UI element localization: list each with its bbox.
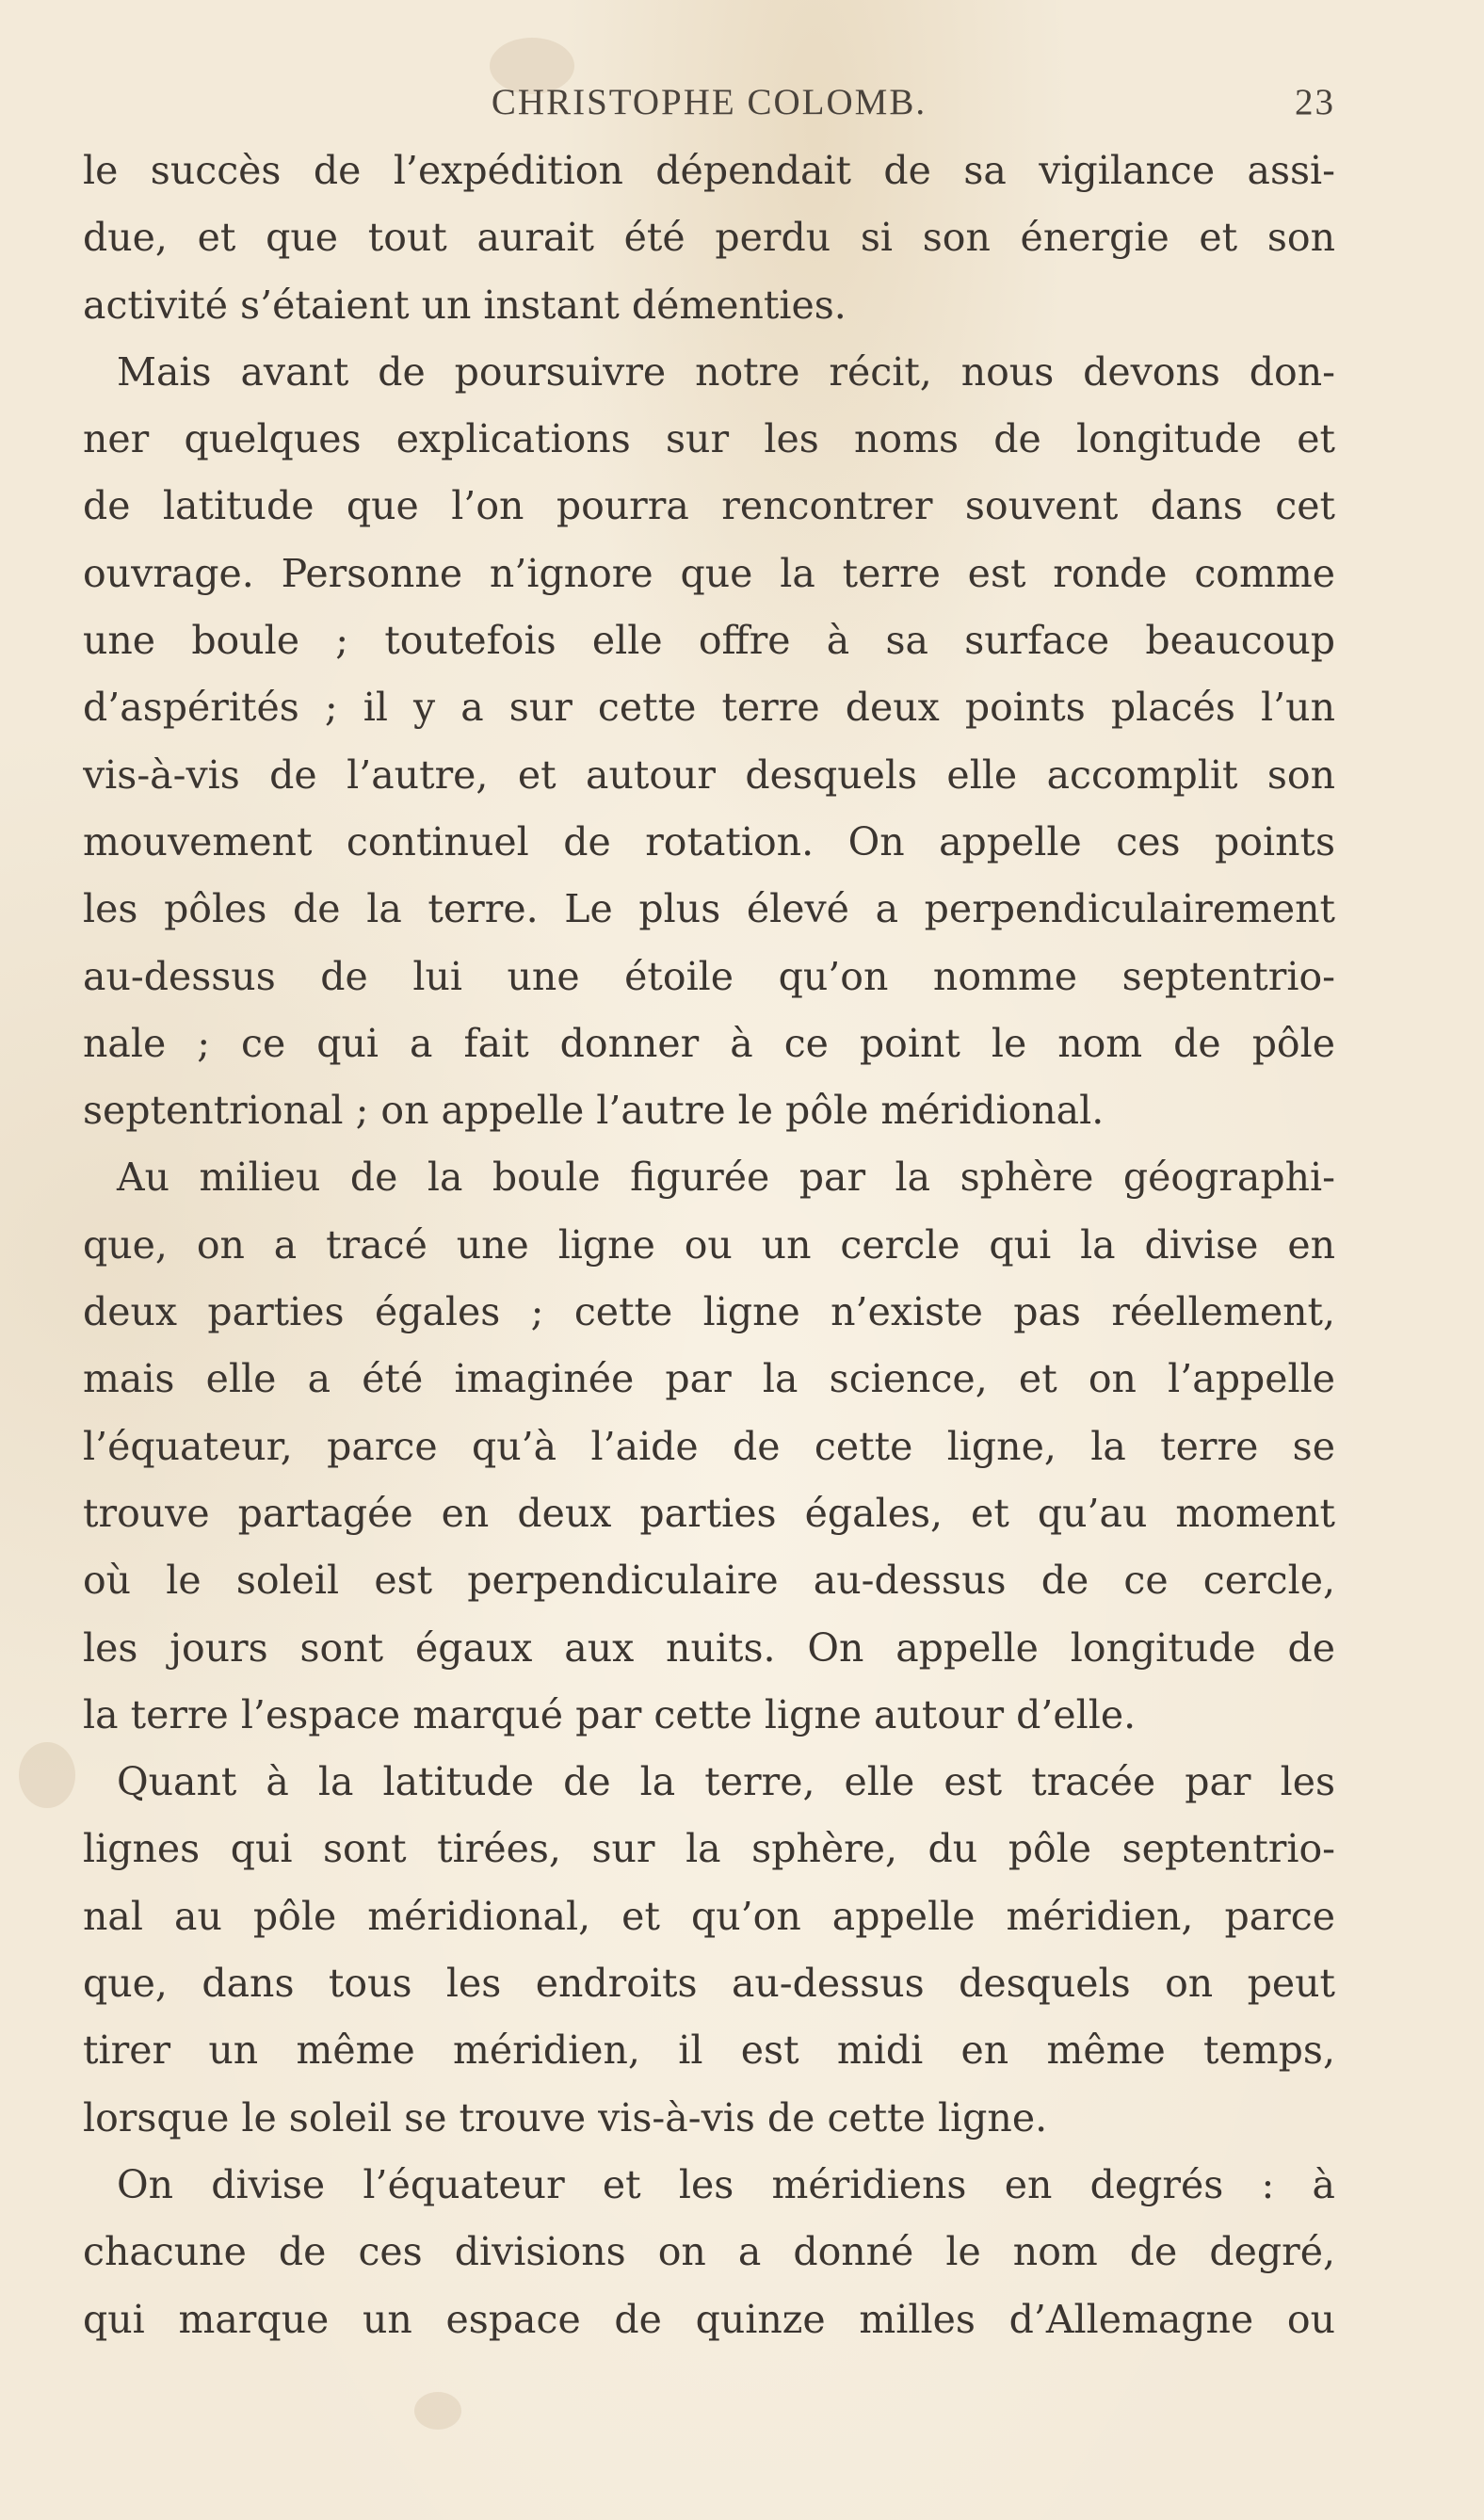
text-line: On divise l’équateur et les méridiens en degrés : à [117,2161,1335,2207]
text-line: Au milieu de la boule figurée par la sphère géographi- [117,1155,1335,1201]
text-line: Quant à la latitude de la terre, elle est tracée par les [117,1759,1335,1805]
text-line: où le soleil est perpendiculaire au-dessus de ce cercle, [83,1558,1335,1604]
text-line: lignes qui sont tirées, sur la sphère, du pôle septentrio- [83,1826,1335,1872]
text-line: mouvement continuel de rotation. On appelle ces points [83,818,1335,864]
text-line: que, on a tracé une ligne ou un cercle qui la divise en [83,1221,1335,1268]
text-line: les pôles de la terre. Le plus élevé a perpendiculairement [83,886,1335,932]
text-line: ouvrage. Personne n’ignore que la terre est ronde comme [83,550,1335,596]
text-line: ner quelques explications sur les noms de longitude et [83,416,1335,462]
text-line: lorsque le soleil se trouve vis-à-vis de cette ligne. [83,2094,1048,2140]
text-line: due, et que tout aurait été perdu si son énergie et son [83,215,1335,261]
text-line: qui marque un espace de quinze milles d’Allemagne ou [83,2296,1335,2342]
text-line: nale ; ce qui a fait donner à ce point le nom de pôle [83,1020,1335,1066]
paper-stain [414,2392,461,2430]
book-page [83,75,1335,2353]
text-line: vis-à-vis de l’autre, et autour desquels elle accomplit son [83,751,1335,798]
text-line: l’équateur, parce qu’à l’aide de cette ligne, la terre se [83,1423,1335,1469]
text-line: les jours sont égaux aux nuits. On appelle longitude de [83,1624,1335,1671]
text-line: trouve partagée en deux parties égales, et qu’au moment [83,1490,1335,1536]
page-number: 23 [1295,82,1335,122]
text-line: tirer un même méridien, il est midi en même temps, [83,2027,1335,2074]
text-line: que, dans tous les endroits au-dessus desquels on peut [83,1961,1335,2007]
text-line: une boule ; toutefois elle offre à sa surface beaucoup [83,618,1335,664]
text-line: de latitude que l’on pourra rencontrer souvent dans cet [83,483,1335,529]
text-line: Mais avant de poursuivre notre récit, nous devons don- [117,348,1335,395]
text-line: deux parties égales ; cette ligne n’existe pas réellement, [83,1289,1335,1335]
running-title: CHRISTOPHE COLOMB. [491,82,928,122]
text-line: mais elle a été imaginée par la science, et on l’appelle [83,1356,1335,1402]
text-line: la terre l’espace marqué par cette ligne autour d’elle. [83,1691,1137,1737]
text-line: au-dessus de lui une étoile qu’on nomme septentrio- [83,953,1335,999]
body-text [83,137,1335,2353]
paper-stain [19,1742,75,1808]
text-line: activité s’étaient un instant démenties. [83,282,847,328]
text-line: septentrional ; on appelle l’autre le pôle méridional. [83,1088,1105,1134]
text-line: chacune de ces divisions on a donné le nom de degré, [83,2229,1335,2275]
text-line: nal au pôle méridional, et qu’on appelle méridien, parce [83,1893,1335,1939]
text-line: d’aspérités ; il y a sur cette terre deux points placés l’un [83,685,1335,731]
text-line: le succès de l’expédition dépendait de sa vigilance assi- [83,148,1335,193]
running-head [83,75,1335,137]
